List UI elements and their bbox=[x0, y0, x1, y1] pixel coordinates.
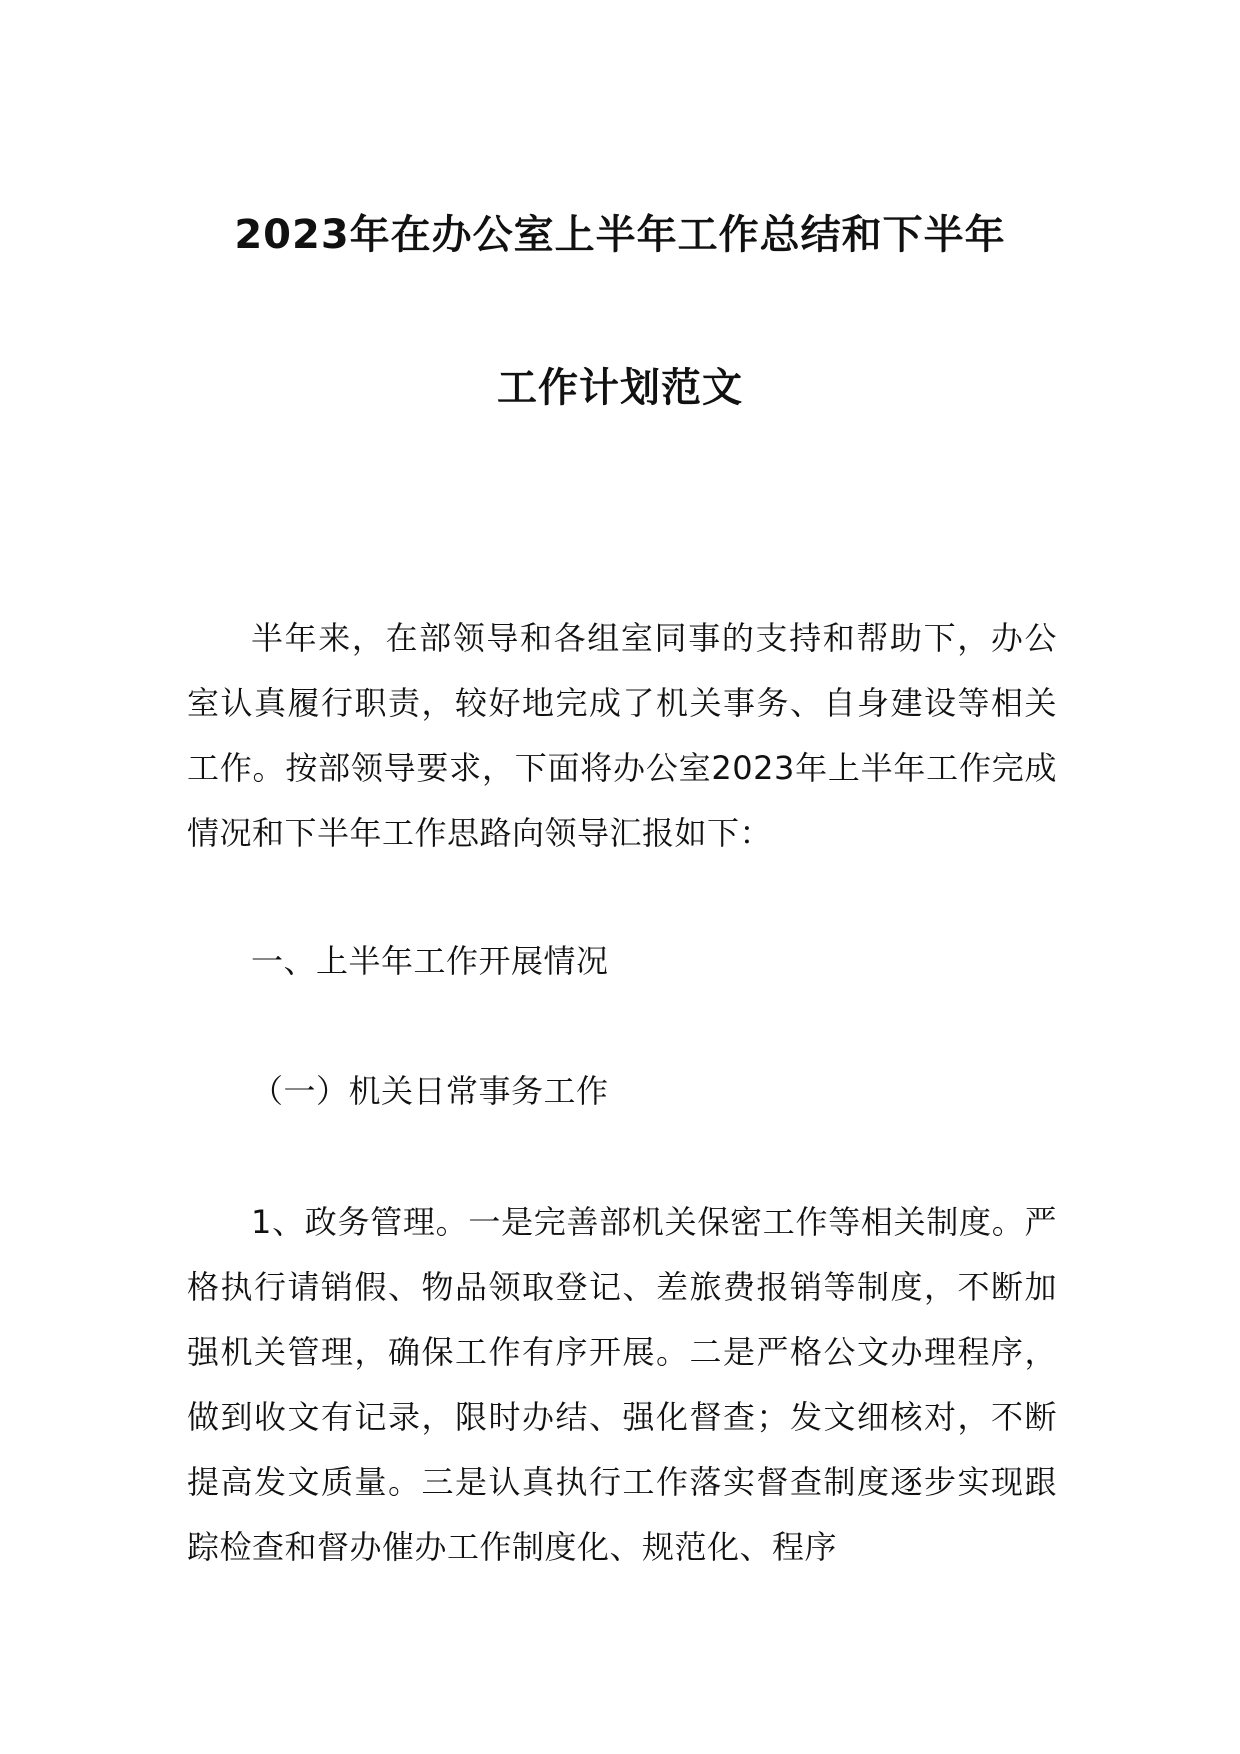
subsection-heading: （一）机关日常事务工作 bbox=[251, 1072, 609, 1110]
document-title-line-2: 工作计划范文 bbox=[497, 365, 743, 411]
intro-paragraph: 半年来，在部领导和各组室同事的支持和帮助下，办公室认真履行职责，较好地完成了机关事务、自身建设等相关工作。按部领导要求，下面将办公室2023年上半年工作完成情况和下半年工作思路向领导汇报如下： bbox=[187, 619, 1057, 852]
item-paragraph: 1、政务管理。一是完善部机关保密工作等相关制度。严格执行请销假、物品领取登记、差旅费报销等制度，不断加强机关管理，确保工作有序开展。二是严格公文办理程序，做到收文有记录，限时办结、强化督查；发文细核对，不断提高发文质量。三是认真执行工作落实督查制度逐步实现跟踪检查和督办催办工作制度化、规范化、程序 bbox=[187, 1203, 1057, 1566]
section-heading: 一、上半年工作开展情况 bbox=[251, 942, 609, 980]
document-title-line-1: 2023年在办公室上半年工作总结和下半年 bbox=[234, 212, 1006, 258]
